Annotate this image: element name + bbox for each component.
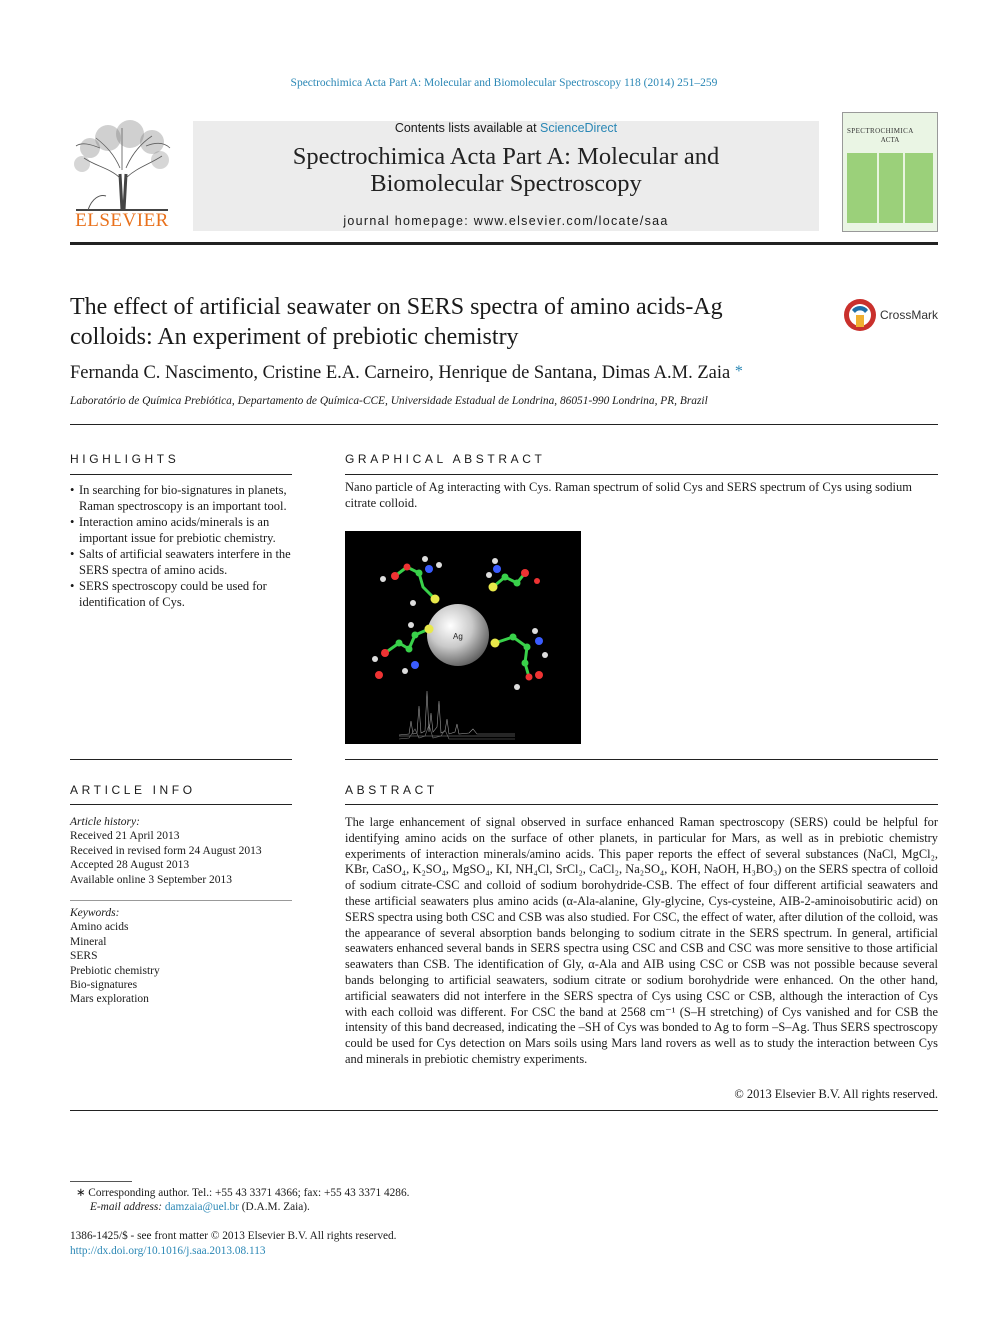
- highlight-item: • In searching for bio-signatures in planets, Raman spectroscopy is an important tool.: [70, 482, 292, 514]
- contents-line: [193, 121, 819, 135]
- abstract-text: The large enhancement of signal observed in surface enhanced Raman spectroscopy (SERS) could be helpful for identifying amino acids on the surface of other planets, in particular for Mars, as well as in prebiotic chemistry experiments of interaction minerals/amino acids. This paper reports the effect of several substances (NaCl, MgCl₂, KBr, CaSO₄, K₂SO₄, MgSO₄, KI, NH₄Cl, SrCl₂, CaCl₂, Na₂SO₄, KOH, NaOH, H₃BO₃) on the SERS spectra of colloid of sodium citrate-CSC and colloid of sodium borohydride-CSB. The effect of four different artificial seawaters and these artificial seawaters plus amino acids (α-Ala-alanine, Gly-glycine, Cys-cysteine, AIB-2-aminoisobutiric acid) on SERS spectra using both CSC and CSB was also studied. For CSC, the effect of water, after dilution of the colloid, was the appearance of several absorption bands belonging to sodium citrate in the SERS spectrum. In general, artificial seawaters enhanced several bands in SERS spectra using CSC and CSB and CSC was more sensitive to those artificial seawaters than CSB. The identification of Gly, α-Ala and AIB using CSC or CSB was not possible because several bands belonging to artificial seawaters, sodium citrate or sodium borohydride were enhanced. On the other hand, artificial seawaters did not interfere in the SERS spectra of Cys using CSC or CSB, although the interaction of Cys with each colloid was different. For CSC the band at 2568 cm⁻¹ (S–H stretching) of Cys vanished and for CSB the intensity of this band decreased, indicating the –SH of Cys was bonded to Ag to form –S–Ag. Thus SERS spectroscopy could be used for Cys detection on Mars soils using Mars land rovers as well as to study the interaction between Cys and minerals in prebiotic chemistry experiments.: [345, 815, 938, 1066]
- graphical-abstract-caption: Nano particle of Ag interacting with Cys. Raman spectrum of solid Cys and SERS spectrum of Cys using sodium citrate colloid.: [345, 480, 912, 510]
- keyword-item: Mineral: [70, 935, 107, 948]
- footnote-mark: ∗: [76, 1187, 86, 1199]
- journal-title: [193, 143, 819, 197]
- graphical-abstract-rule: [345, 474, 938, 475]
- cover-title-line1: SPECTROCHIMICA: [847, 127, 914, 135]
- history-online: Available online 3 September 2013: [70, 873, 233, 886]
- history-accepted: Accepted 28 August 2013: [70, 859, 190, 872]
- keywords-rule: [70, 900, 292, 901]
- cover-stripe: [903, 153, 905, 223]
- keyword-item: Prebiotic chemistry: [70, 964, 160, 977]
- homepage-url[interactable]: www.elsevier.com/locate/saa: [473, 214, 669, 228]
- email-footnote: [90, 1201, 310, 1213]
- contents-prefix: Contents lists available at: [394, 121, 541, 135]
- journal-cover[interactable]: [842, 112, 938, 232]
- email-link[interactable]: damzaia@uel.br: [164, 1201, 239, 1213]
- highlights-list: [70, 482, 292, 610]
- crossmark-badge[interactable]: [843, 298, 943, 334]
- elsevier-logo: [70, 118, 174, 234]
- highlight-item: • Interaction amino acids/minerals is an important issue for prebiotic chemistry.: [70, 514, 292, 546]
- keywords: [70, 906, 292, 1007]
- crossmark-icon: [843, 298, 877, 332]
- highlights-rule: [70, 474, 292, 475]
- cover-green-panel: [847, 153, 933, 223]
- keyword-item: Bio-signatures: [70, 979, 138, 992]
- email-label: E-mail address:: [90, 1201, 165, 1213]
- abstract-heading: ABSTRACT: [345, 783, 438, 797]
- article-info-heading: ARTICLE INFO: [70, 783, 196, 797]
- highlights-heading: HIGHLIGHTS: [70, 452, 180, 466]
- graphical-abstract-bottom-rule: [70, 759, 292, 760]
- graphical-abstract-bottom-rule: [345, 759, 938, 760]
- article-history-label: Article history:: [70, 816, 140, 828]
- footnote-rule: [70, 1181, 132, 1182]
- journal-title-line1: Spectrochimica Acta Part A: Molecular and: [292, 143, 720, 170]
- highlight-item: • Salts of artificial seawaters interfere in the SERS spectra of amino acids.: [70, 546, 292, 578]
- article-history: [70, 815, 292, 887]
- author-list: Fernanda C. Nascimento, Cristine E.A. Carneiro, Henrique de Santana, Dimas A.M. Zaia: [70, 363, 731, 383]
- issn-line: 1386-1425/$ - see front matter © 2013 Elsevier B.V. All rights reserved.: [70, 1230, 397, 1242]
- highlight-item: • SERS spectroscopy could be used for identification of Cys.: [70, 578, 292, 610]
- article-title: [70, 292, 830, 352]
- graphical-abstract-image: [345, 531, 581, 744]
- elsevier-wordmark: ELSEVIER: [75, 210, 169, 231]
- homepage-prefix: journal homepage:: [343, 214, 474, 228]
- history-revised: Received in revised form 24 August 2013: [70, 844, 262, 857]
- corresponding-text: Corresponding author. Tel.: +55 43 3371 4366; fax: +55 43 3371 4286.: [88, 1187, 410, 1199]
- elsevier-tree-icon: [70, 118, 174, 212]
- homepage-line: [193, 214, 819, 228]
- keywords-label: Keywords:: [70, 907, 120, 919]
- corresponding-author-mark[interactable]: *: [734, 363, 743, 380]
- cover-title-line2: ACTA: [880, 136, 900, 144]
- affiliation: Laboratório de Química Prebiótica, Departamento de Química-CCE, Universidade Estadual de Londrina, 86051-990 Londrina, PR, Brazil: [70, 395, 708, 407]
- copyright: © 2013 Elsevier B.V. All rights reserved.: [734, 1087, 938, 1101]
- keyword-item: Amino acids: [70, 921, 129, 934]
- article-title-line1: The effect of artificial seawater on SERS spectra of amino acids-Ag: [70, 294, 723, 320]
- affiliation-rule: [70, 424, 938, 425]
- article-title-line2: colloids: An experiment of prebiotic chemistry: [70, 324, 519, 350]
- article-info-rule: [70, 804, 292, 805]
- sciencedirect-link[interactable]: ScienceDirect: [540, 121, 618, 135]
- history-received: Received 21 April 2013: [70, 830, 180, 843]
- email-suffix: (D.A.M. Zaia).: [238, 1201, 310, 1213]
- keyword-item: Mars exploration: [70, 993, 149, 1006]
- journal-reference[interactable]: Spectrochimica Acta Part A: Molecular and Biomolecular Spectroscopy 118 (2014) 251–259: [290, 77, 718, 89]
- abstract-bottom-rule: [70, 1110, 938, 1111]
- raman-spectrum-inset: [399, 691, 515, 739]
- journal-title-line2: Biomolecular Spectroscopy: [370, 170, 642, 197]
- molecule-ag-illustration: [345, 531, 581, 744]
- header-rule: [70, 242, 938, 245]
- abstract-rule: [345, 804, 938, 805]
- authors: [70, 363, 743, 384]
- ag-label: Ag: [453, 632, 463, 641]
- doi-link[interactable]: http://dx.doi.org/10.1016/j.saa.2013.08.113: [70, 1245, 266, 1257]
- keyword-item: SERS: [70, 950, 98, 963]
- cover-stripe: [877, 153, 879, 223]
- corresponding-footnote: [76, 1186, 409, 1199]
- graphical-abstract-heading: GRAPHICAL ABSTRACT: [345, 452, 546, 466]
- crossmark-label: CrossMark: [880, 308, 939, 322]
